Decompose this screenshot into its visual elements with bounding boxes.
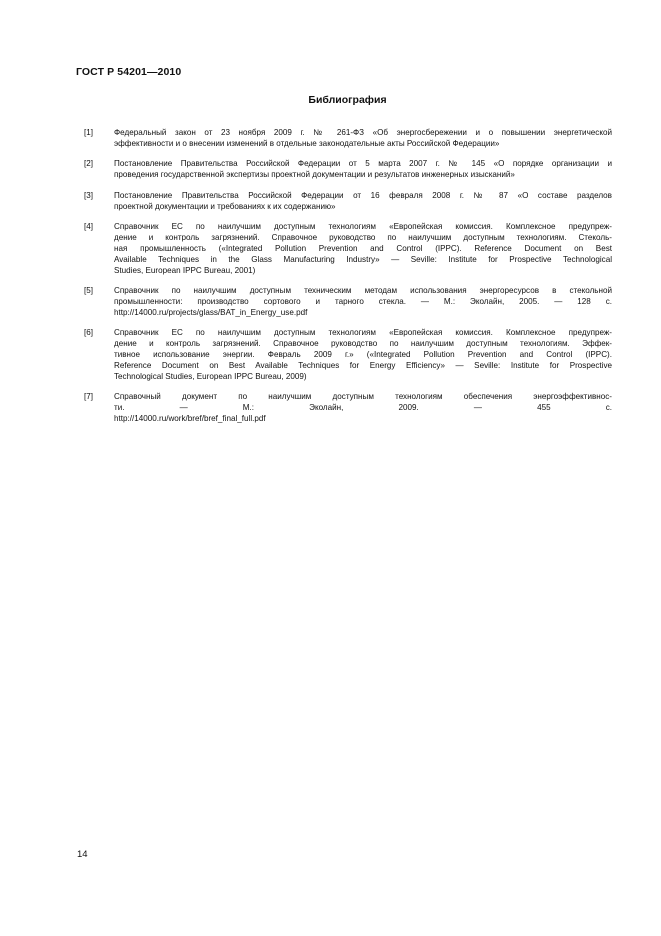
bibliography-link[interactable]: http://14000.ru/projects/glass/BAT_in_Energy_use.pdf [114,307,308,317]
bibliography-item-number: [2] [84,159,93,169]
bibliography-item-text [114,286,612,319]
bibliography-text-line: ная промышленность («Integrated Pollution Prevention and Control (IPPC). Reference Document on Best [114,243,612,253]
bibliography-item-text [114,159,612,181]
bibliography-link[interactable]: http://14000.ru/work/bref/bref_final_full.pdf [114,414,266,424]
bibliography-text-line: Technological Studies, European IPPC Bureau, 2009) [114,371,307,381]
bibliography-item-number: [6] [84,328,93,338]
bibliography-text-line: Федеральный закон от 23 ноября 2009 г. № 261-ФЗ «Об энергосбережении и о повышении энергетической [114,128,612,137]
bibliography-item-text [114,392,612,425]
bibliography-item [84,191,612,213]
doc-code-header: ГОСТ Р 54201—2010 [76,66,182,78]
bibliography-text-line: проведения государственной экспертизы проектной документации и результатов инженерных изысканий» [114,170,515,180]
bibliography-text-line: тивное использование энергии. Февраль 2009 г.» («Integrated Pollution Prevention and Control (IPPC). [114,350,612,359]
bibliography-text-line: эффективности и о внесении изменений в отдельные законодательные акты Российской Федерации» [114,138,500,148]
bibliography-item-text [114,191,612,213]
bibliography-item [84,159,612,181]
bibliography-item-text [114,128,612,150]
bibliography-list [84,128,612,434]
bibliography-text-line: Справочник ЕС по наилучшим доступным технологиям «Европейская комиссия. Комплексное предупреж- [114,328,612,338]
bibliography-text-line: проектной документации и требованиях к их содержанию» [114,201,336,211]
bibliography-item-number: [1] [84,128,93,137]
bibliography-title: Библиография [308,94,387,106]
bibliography-item-number: [4] [84,221,93,231]
bibliography-text-line: промышленности: производство сортового и тарного стекла. — М.: Эколайн, 2005. — 128 с. [114,296,612,306]
bibliography-text-line: Reference Document on Best Available Techniques for Energy Efficiency» — Seville: Institute for Prospective [114,360,612,370]
bibliography-text-line: дение и контроль загрязнений. Справочное руководство по наилучшим доступным технологиям. Стеколь- [114,232,612,242]
bibliography-text-line: Studies, European IPPC Bureau, 2001) [114,265,256,275]
bibliography-item-number: [5] [84,285,93,295]
bibliography-text-line: Постановление Правительства Российской Федерации от 5 марта 2007 г. № 145 «О порядке организации и [114,159,612,169]
bibliography-item [84,328,612,383]
page-number: 14 [77,849,88,860]
bibliography-text-line: ти. — М.: Эколайн, 2009. — 455 с. [114,403,612,413]
bibliography-text-line: Справочный документ по наилучшим доступным технологиям обеспечения энергоэффективнос- [114,392,612,402]
bibliography-text-line: Постановление Правительства Российской Федерации от 16 февраля 2008 г. № 87 «О составе разделов [114,190,612,200]
bibliography-item-text [114,222,612,277]
bibliography-text-line: Справочник по наилучшим доступным техническим методам использования энергоресурсов в стекольной [114,285,612,295]
bibliography-text-line: Справочник ЕС по наилучшим доступным технологиям «Европейская комиссия. Комплексное предупреж- [114,221,612,231]
bibliography-item [84,286,612,319]
bibliography-text-line: дение и контроль загрязнений. Справочное руководство по наилучшим доступным технологиям. Эффек- [114,339,612,349]
bibliography-item-number: [3] [84,190,93,200]
bibliography-item-number: [7] [84,392,93,402]
bibliography-text-line: Available Techniques in the Glass Manufacturing Industry» — Seville: Institute for Prospective Technological [114,254,612,264]
bibliography-item [84,392,612,425]
bibliography-item [84,128,612,150]
bibliography-item-text [114,328,612,383]
bibliography-item [84,222,612,277]
